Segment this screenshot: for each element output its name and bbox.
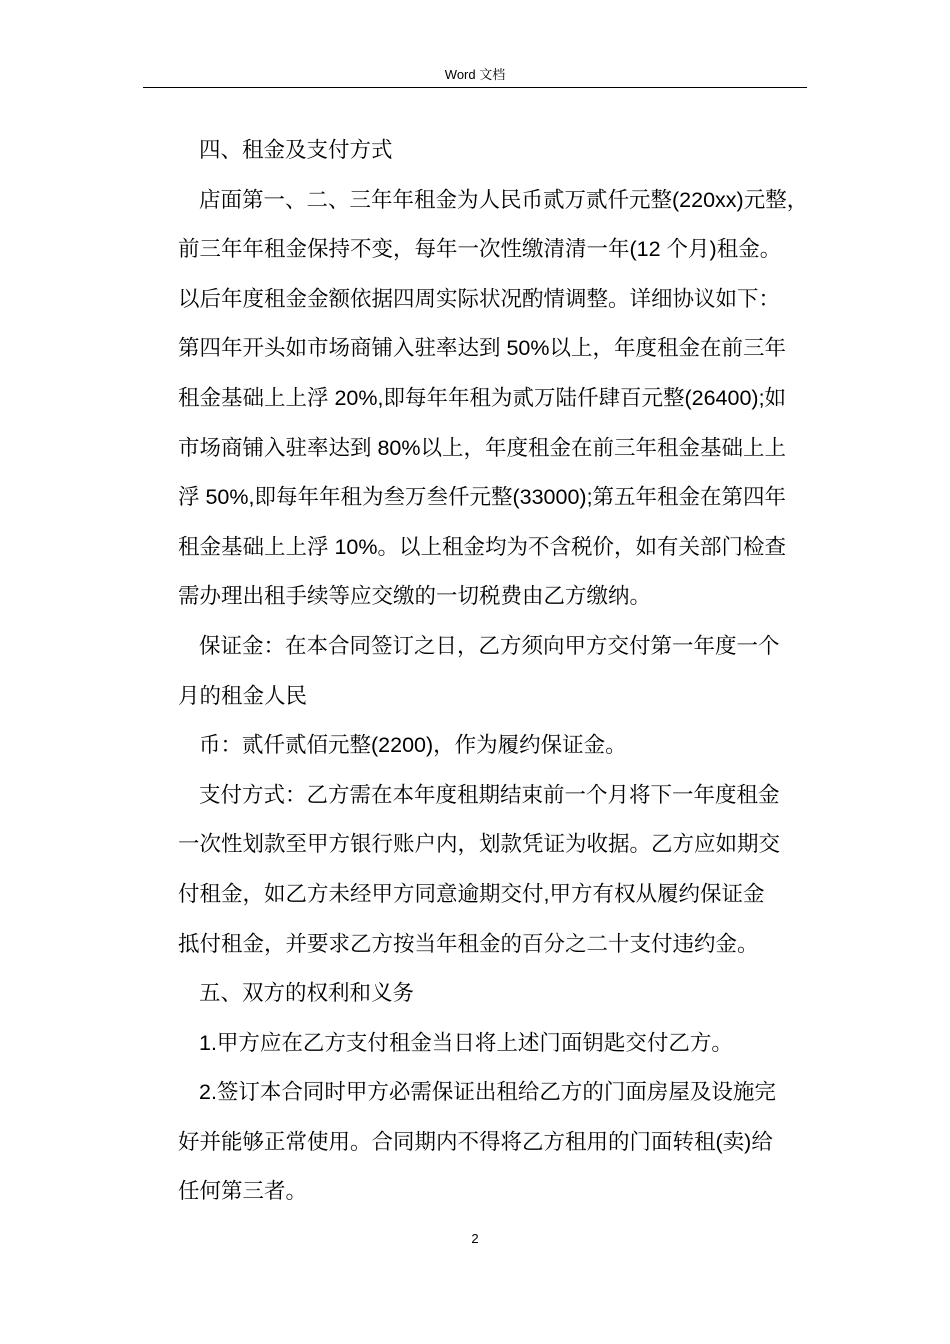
paragraph-line: 前三年年租金保持不变，每年一次性缴清清一年(12 个月)租金。: [178, 237, 782, 262]
paragraph-line: 一次性划款至甲方银行账户内，划款凭证为收据。乙方应如期交: [178, 832, 781, 857]
document-body: [178, 126, 808, 1217]
paragraph-line: 第四年开头如市场商铺入驻率达到 50%以上，年度租金在前三年: [178, 336, 787, 361]
paragraph-line: 支付方式：乙方需在本年度租期结束前一个月将下一年度租金: [199, 782, 780, 807]
paragraph-line: 租金基础上上浮 20%,即每年年租为贰万陆仟肆百元整(26400);如: [178, 385, 787, 410]
section-heading: 五、双方的权利和义务: [199, 981, 415, 1006]
paragraph-line: 任何第三者。: [178, 1179, 308, 1204]
paragraph-line: 租金基础上上浮 10%。以上租金均为不含税价，如有关部门检查: [178, 534, 787, 559]
list-item: 1.甲方应在乙方支付租金当日将上述门面钥匙交付乙方。: [199, 1030, 733, 1055]
list-item: 2.签订本合同时甲方必需保证出租给乙方的门面房屋及设施完: [199, 1080, 776, 1105]
section-heading: 四、租金及支付方式: [199, 138, 393, 162]
paragraph-line: 市场商铺入驻率达到 80%以上，年度租金在前三年租金基础上上: [178, 435, 787, 460]
paragraph-line: 月的租金人民: [178, 683, 308, 708]
paragraph-line: 好并能够正常使用。合同期内不得将乙方租用的门面转租(卖)给: [178, 1129, 773, 1154]
paragraph-line: 保证金：在本合同签订之日，乙方须向甲方交付第一年度一个: [199, 633, 780, 658]
paragraph-line: 浮 50%,即每年年租为叁万叁仟元整(33000);第五年租金在第四年: [178, 485, 787, 510]
paragraph-line: 需办理出租手续等应交缴的一切税费由乙方缴纳。: [178, 584, 652, 609]
page-header: Word 文档: [444, 67, 506, 82]
header-divider: [143, 87, 807, 88]
page-number: 2: [471, 1231, 479, 1246]
paragraph-line: 付租金，如乙方未经甲方同意逾期交付,甲方有权从履约保证金: [178, 881, 765, 906]
paragraph-line: 店面第一、二、三年年租金为人民币贰万贰仟元整(220xx)元整，: [199, 187, 809, 212]
paragraph-line: 币：贰仟贰佰元整(2200)，作为履约保证金。: [199, 733, 627, 758]
paragraph-line: 以后年度租金金额依据四周实际状况酌情调整。详细协议如下：: [178, 286, 781, 311]
paragraph-line: 抵付租金，并要求乙方按当年租金的百分之二十支付违约金。: [178, 931, 759, 956]
